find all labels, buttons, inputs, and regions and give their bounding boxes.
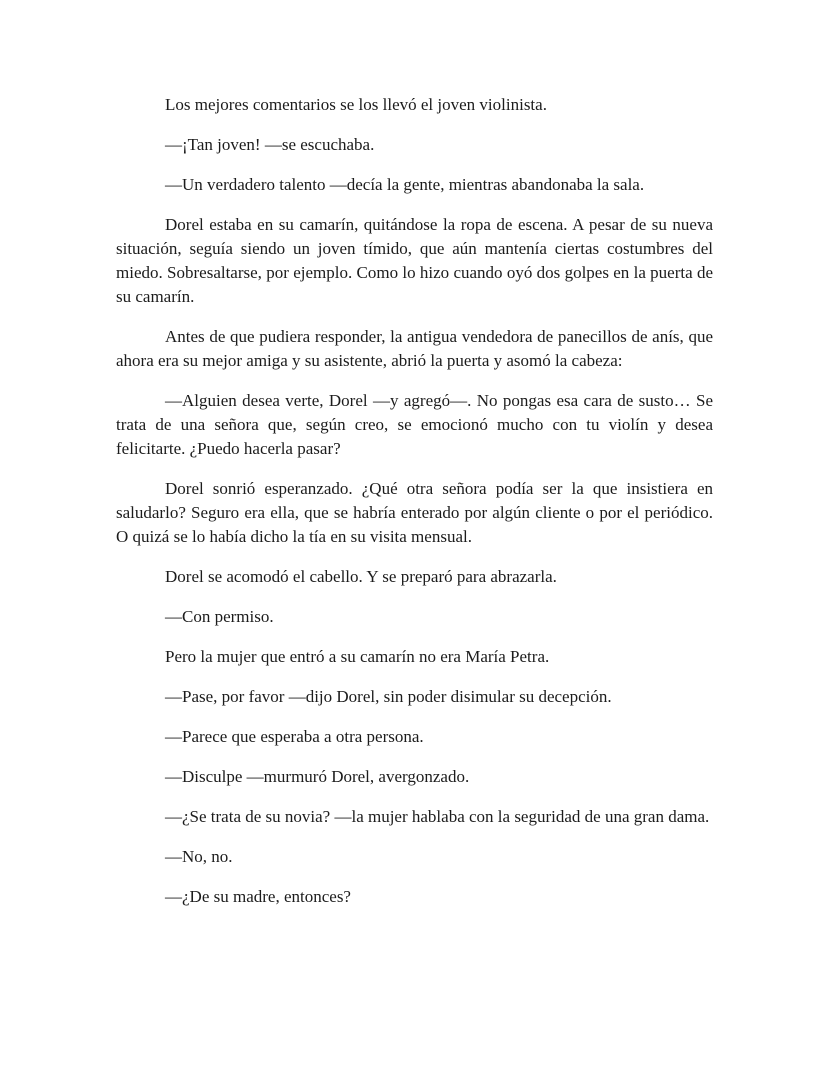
paragraph: —Un verdadero talento —decía la gente, mientras abandonaba la sala. [165,175,645,194]
paragraph: Dorel estaba en su camarín, quitándose la ropa de escena. A pesar de su nueva situación, seguía siendo un joven tímido, que aún mantenía ciertas costumbres del miedo. Sobresaltarse, por ejemplo. Como lo hizo cuando oyó dos golpes en la puerta de su camarín. [116,215,713,306]
paragraph: Pero la mujer que entró a su camarín no era María Petra. [165,647,550,666]
paragraph: —Alguien desea verte, Dorel —y agregó—. No pongas esa cara de susto… Se trata de una señora que, según creo, se emocionó mucho con tu violín y desea felicitarte. ¿Puedo hacerla pasar? [116,391,713,458]
paragraph: —Pase, por favor —dijo Dorel, sin poder disimular su decepción. [165,687,612,706]
paragraph: —¡Tan joven! —se escuchaba. [165,135,375,154]
paragraph: —Disculpe —murmuró Dorel, avergonzado. [165,767,470,786]
paragraph: —Parece que esperaba a otra persona. [165,727,424,746]
paragraph: Dorel sonrió esperanzado. ¿Qué otra señora podía ser la que insistiera en saludarlo? Seguro era ella, que se habría enterado por algún cliente o por el periódico. O quizá se lo había dicho la tía en su visita mensual. [116,479,713,546]
paragraph: Antes de que pudiera responder, la antigua vendedora de panecillos de anís, que ahora era su mejor amiga y su asistente, abrió la puerta y asomó la cabeza: [116,327,713,370]
paragraph: —¿De su madre, entonces? [165,887,351,906]
paragraph: Los mejores comentarios se los llevó el joven violinista. [165,95,547,114]
paragraph: Dorel se acomodó el cabello. Y se preparó para abrazarla. [165,567,557,586]
page-text-block [116,93,713,909]
paragraph: —Con permiso. [165,607,274,626]
paragraph: —¿Se trata de su novia? —la mujer hablaba con la seguridad de una gran dama. [165,807,710,826]
paragraph: —No, no. [165,847,233,866]
